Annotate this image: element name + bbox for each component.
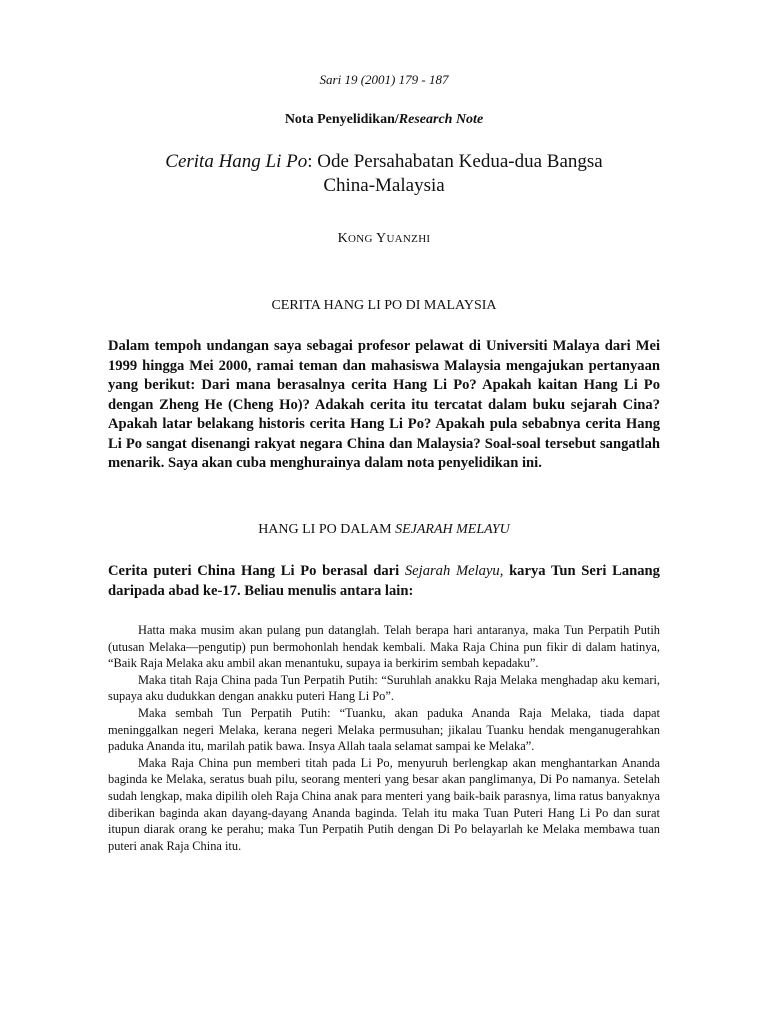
heading-2-italic: SEJARAH MELAYU (395, 522, 510, 537)
section-2-intro (108, 562, 660, 601)
heading-2-plain: HANG LI PO DALAM (258, 522, 396, 537)
note-label-english: Research Note (398, 112, 484, 127)
author-name (0, 231, 768, 247)
author-first-initial: K (337, 231, 348, 246)
section-heading-2 (0, 522, 768, 538)
intro-text (108, 562, 660, 601)
title-line-2: China-Malaysia (323, 175, 445, 196)
note-label (0, 112, 768, 128)
quote-paragraph: Maka Raja China pun memberi titah pada Li Po, menyuruh berlengkap akan menghantarkan Ananda baginda ke Melaka, seratus buah pilu, seorang menteri yang besar akan panglimanya, Di Po namanya. Setelah sudah lengkap, maka dipilih oleh Raja China anak para menteri yang baik-baik parasnya, lima ratus banyaknya diberikan baginda akan dayang-dayang Ananda baginda. Telah itu maka Tuan Puteri Hang Li Po dan surat itupun diarak orang ke perahu; maka Tun Perpatih Putih dengan Di Po belayarlah ke Melaka membawa tuan puteri anak Raja China itu. (108, 755, 660, 853)
quote-paragraph: Maka sembah Tun Perpatih Putih: “Tuanku, akan paduka Ananda Raja Melaka, tiada dapat meninggalkan negeri Melaka, kerana negeri Melaka permusuhan; jikalau Tuanku hendak menganugerahkan paduka Ananda itu, marilah patik bawa. Insya Allah taala selamat sampai ke Melaka”. (108, 705, 660, 754)
article-title (0, 150, 768, 198)
quote-paragraph: Maka titah Raja China pada Tun Perpatih Putih: “Suruhlah anakku Raja Melaka menghadap aku kemari, supaya aku dudukkan dengan anakku puteri Hang Li Po”. (108, 672, 660, 704)
intro-after: karya Tun Seri Lanang daripada abad ke-17. Beliau menulis antara lain: (108, 563, 660, 599)
intro-italic: Sejarah Melayu, (404, 563, 504, 579)
paragraph-text: Dalam tempoh undangan saya sebagai profesor pelawat di Universiti Malaya dari Mei 1999 hingga Mei 2000, ramai teman dan mahasiswa Malaysia mengajukan pertanyaan yang berikut: Dari mana berasalnya cerita Hang Li Po? Apakah kaitan Hang Li Po dengan Zheng He (Cheng Ho)? Adakah cerita itu tercatat dalam buku sejarah Cina? Apakah latar belakang historis cerita Hang Li Po? Apakah pula sebabnya cerita Hang Li Po sangat disenangi rakyat negara China dan Malaysia? Soal-soal tersebut sangatlah menarik. Saya akan cuba menghurainya dalam nota penyelidikan ini. (108, 338, 660, 471)
section-heading-1: CERITA HANG LI PO DI MALAYSIA (271, 298, 497, 313)
title-rest: : Ode Persahabatan Kedua-dua Bangsa (307, 151, 603, 172)
section-1-paragraph (108, 337, 660, 474)
author-last-initial: Y (376, 231, 387, 246)
quote-paragraph: Hatta maka musim akan pulang pun datanglah. Telah berapa hari antaranya, maka Tun Perpatih Putih (utusan Melaka—pengutip) pun bermohonlah hendak kembali. Maka Raja China pun fikir di dalam hatinya, “Baik Raja Melaka aku ambil akan menantuku, supaya ia berkirim sembah kepadaku”. (108, 623, 660, 671)
intro-before: Cerita puteri China Hang Li Po berasal dari (108, 563, 405, 579)
title-line-1 (0, 150, 768, 174)
journal-reference: Sari 19 (2001) 179 - 187 (319, 72, 449, 87)
note-label-malay: Nota Penyelidikan/ (284, 112, 399, 127)
author-first-rest: ONG (348, 233, 373, 245)
block-quote (108, 622, 660, 854)
title-italic: Cerita Hang Li Po (165, 151, 308, 172)
author-last-rest: UANZHI (386, 233, 431, 245)
